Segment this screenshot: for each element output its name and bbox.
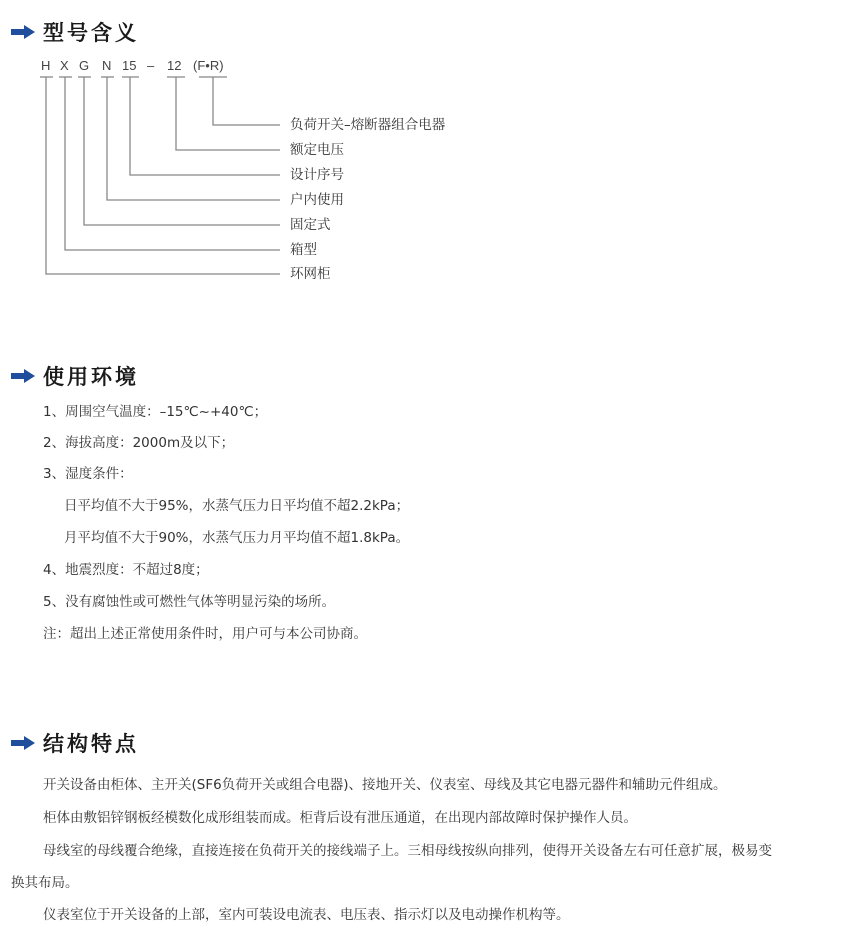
structure-paragraph: 柜体由敷铝锌钢板经模数化成形组装而成。柜背后设有泄压通道，在出现内部故障时保护操作人员。 [43,810,637,826]
section-header-structure [11,728,139,758]
section-header-environment [11,361,139,391]
code-label: 设计序号 [290,167,344,183]
code-label: 额定电压 [290,142,344,158]
environment-item: 5、没有腐蚀性或可燃性气体等明显污染的场所。 [43,594,336,610]
code-label: 固定式 [290,217,331,233]
model-code-diagram [0,0,850,300]
structure-paragraph: 仪表室位于开关设备的上部，室内可装设电流表、电压表、指示灯以及电动操作机构等。 [43,907,570,923]
code-part: N [102,58,112,73]
code-part: 15 [122,58,137,73]
environment-item: 日平均值不大于95%，水蒸气压力日平均值不超2.2kPa； [64,498,410,514]
arrow-right-icon [11,369,35,383]
code-part: X [60,58,69,73]
environment-note: 注：超出上述正常使用条件时，用户可与本公司协商。 [43,626,367,642]
structure-paragraph: 开关设备由柜体、主开关(SF6负荷开关或组合电器)、接地开关、仪表室、母线及其它电器元器件和辅助元件组成。 [43,777,727,793]
arrow-right-icon [11,736,35,750]
code-part: – [147,58,155,73]
code-part: 12 [167,58,182,73]
environment-item: 4、地震烈度：不超过8度； [43,562,209,578]
section-title: 使用环境 [43,365,139,389]
structure-paragraph: 母线室的母线覆合绝缘，直接连接在负荷开关的接线端子上。三相母线按纵向排列，使得开关设备左右可任意扩展，极易变 [43,843,772,859]
environment-item: 1、周围空气温度：–15℃~+40℃； [43,404,268,420]
code-label: 箱型 [290,242,317,258]
code-label: 环网柜 [290,266,331,282]
environment-item: 2、海拔高度：2000m及以下； [43,435,235,451]
code-part: H [41,58,51,73]
environment-item: 3、湿度条件： [43,466,133,482]
code-part: (F•R) [193,58,224,73]
code-label: 负荷开关–熔断器组合电器 [290,117,446,133]
section-title: 结构特点 [43,732,139,756]
code-label: 户内使用 [290,192,344,208]
environment-item: 月平均值不大于90%，水蒸气压力月平均值不超1.8kPa。 [64,530,410,546]
structure-paragraph: 换其布局。 [11,875,79,891]
section-title: 型号含义 [43,21,139,45]
code-part: G [79,58,90,73]
